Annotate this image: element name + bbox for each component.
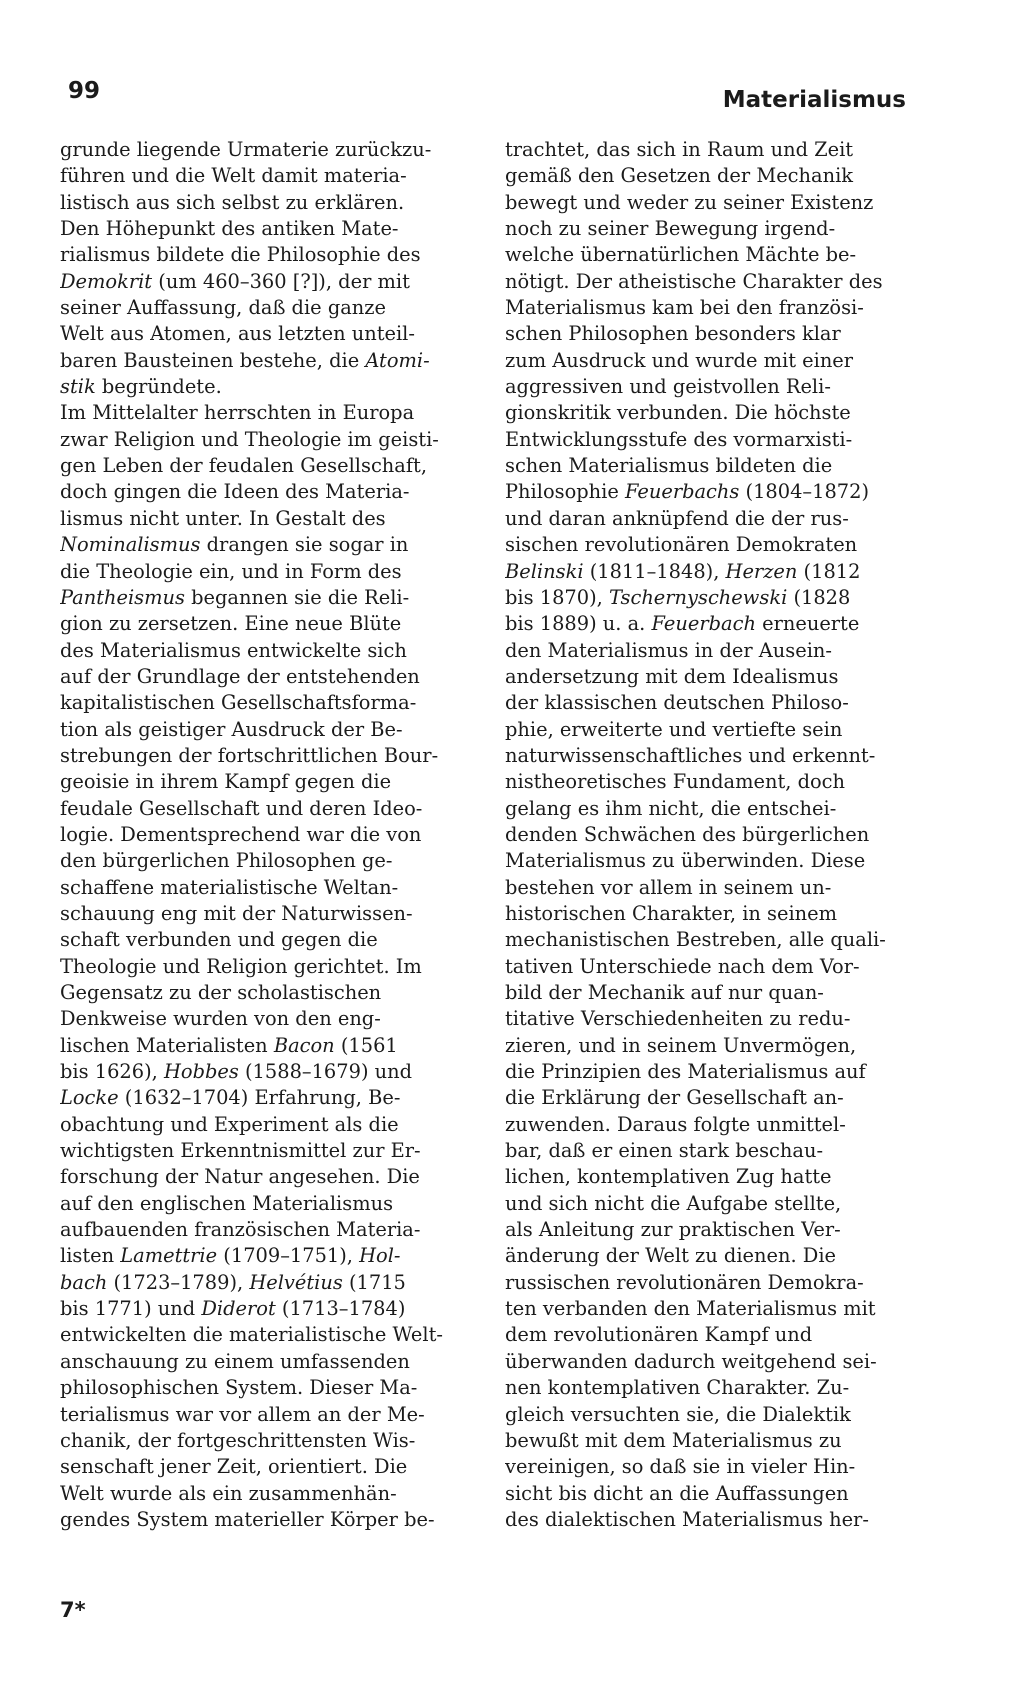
- text-line: als Anleitung zur praktischen Ver-: [505, 1218, 841, 1242]
- text-line: die Theologie ein, und in Form des: [60, 559, 402, 583]
- text-line: tativen Unterschiede nach dem Vor-: [505, 954, 860, 978]
- text-line: führen und die Welt damit materia-: [60, 164, 407, 188]
- text-line: listisch aus sich selbst zu erklären.: [60, 190, 405, 214]
- text-line: überwanden dadurch weitgehend sei-: [505, 1349, 877, 1373]
- text-line: Pantheismus begannen sie die Reli-: [60, 585, 410, 609]
- text-line: schen Philosophen besonders klar: [505, 322, 841, 346]
- text-line: rialismus bildete die Philosophie des: [60, 243, 421, 267]
- text-line: den bürgerlichen Philosophen ge-: [60, 849, 393, 873]
- text-line: Materialismus zu überwinden. Diese: [505, 849, 866, 873]
- text-line: mechanistischen Bestreben, alle quali-: [505, 928, 886, 952]
- left-text-column: [60, 137, 460, 1533]
- text-line: Welt aus Atomen, aus letzten unteil-: [60, 322, 415, 346]
- text-line: bar, daß er einen stark beschau-: [505, 1139, 824, 1163]
- text-line: sicht bis dicht an die Auffassungen: [505, 1481, 849, 1505]
- text-line: aggressiven und geistvollen Reli-: [505, 375, 831, 399]
- text-line: naturwissenschaftliches und erkennt-: [505, 743, 876, 767]
- text-line: terialismus war vor allem an der Me-: [60, 1402, 425, 1426]
- text-line: änderung der Welt zu dienen. Die: [505, 1244, 837, 1268]
- text-line: kapitalistischen Gesellschaftsforma-: [60, 691, 417, 715]
- text-line: russischen revolutionären Demokra-: [505, 1270, 864, 1294]
- text-line: entwickelten die materialistische Welt-: [60, 1323, 443, 1347]
- text-line: philosophischen System. Dieser Ma-: [60, 1376, 418, 1400]
- text-line: bis 1771) und Diderot (1713–1784): [60, 1297, 406, 1321]
- text-line: ten verbanden den Materialismus mit: [505, 1297, 876, 1321]
- text-line: bis 1870), Tschernyschewski (1828: [505, 585, 851, 609]
- text-line: sischen revolutionären Demokraten: [505, 533, 858, 557]
- text-line: gion zu zersetzen. Eine neue Blüte: [60, 612, 402, 636]
- text-line: Im Mittelalter herrschten in Europa: [60, 401, 415, 425]
- text-line: gleich versuchten sie, die Dialektik: [505, 1402, 851, 1426]
- page-number: 99: [68, 78, 101, 104]
- text-line: des Materialismus entwickelte sich: [60, 638, 407, 662]
- text-line: Nominalismus drangen sie sogar in: [60, 533, 409, 557]
- text-line: Locke (1632–1704) Erfahrung, Be-: [60, 1086, 401, 1110]
- text-line: Theologie und Religion gerichtet. Im: [60, 954, 422, 978]
- text-line: chanik, der fortgeschrittensten Wis-: [60, 1428, 416, 1452]
- text-line: bewußt mit dem Materialismus zu: [505, 1428, 842, 1452]
- text-line: den Materialismus in der Ausein-: [505, 638, 832, 662]
- text-line: Philosophie Feuerbachs (1804–1872): [505, 480, 870, 504]
- text-line: Materialismus kam bei den französi-: [505, 296, 864, 320]
- text-line: wichtigsten Erkenntnismittel zur Er-: [60, 1139, 421, 1163]
- text-line: welche übernatürlichen Mächte be-: [505, 243, 857, 267]
- text-line: Belinski (1811–1848), Herzen (1812: [505, 559, 861, 583]
- text-line: die Prinzipien des Materialismus auf: [505, 1060, 866, 1084]
- text-line: Den Höhepunkt des antiken Mate-: [60, 217, 399, 241]
- text-line: und daran anknüpfend die der rus-: [505, 506, 849, 530]
- text-line: zum Ausdruck und wurde mit einer: [505, 348, 854, 372]
- text-line: lischen Materialisten Bacon (1561: [60, 1033, 398, 1057]
- text-line: vereinigen, so daß sie in vieler Hin-: [505, 1455, 856, 1479]
- text-line: gendes System materieller Körper be-: [60, 1507, 435, 1531]
- text-line: schaft verbunden und gegen die: [60, 928, 378, 952]
- text-line: trachtet, das sich in Raum und Zeit: [505, 138, 854, 161]
- text-line: bewegt und weder zu seiner Existenz: [505, 190, 874, 214]
- text-line: lichen, kontemplativen Zug hatte: [505, 1165, 832, 1189]
- text-line: obachtung und Experiment als die: [60, 1112, 399, 1136]
- text-line: aufbauenden französischen Materia-: [60, 1218, 421, 1242]
- text-line: strebungen der fortschrittlichen Bour-: [60, 743, 439, 767]
- running-head-title: Materialismus: [722, 87, 906, 113]
- text-line: zieren, und in seinem Unvermögen,: [505, 1033, 857, 1057]
- text-line: Welt wurde als ein zusammenhän-: [60, 1481, 397, 1505]
- text-line: seiner Auffassung, daß die ganze: [60, 296, 386, 320]
- text-line: nötigt. Der atheistische Charakter des: [505, 269, 883, 293]
- text-line: gen Leben der feudalen Gesellschaft,: [60, 454, 427, 478]
- text-line: titative Verschiedenheiten zu redu-: [505, 1007, 851, 1031]
- text-line: bach (1723–1789), Helvétius (1715: [60, 1270, 406, 1294]
- text-line: phie, erweiterte und vertiefte sein: [505, 717, 843, 741]
- text-line: gionskritik verbunden. Die höchste: [505, 401, 851, 425]
- text-line: zwar Religion und Theologie im geisti-: [60, 427, 439, 451]
- text-line: Gegensatz zu der scholastischen: [60, 981, 382, 1004]
- text-line: bild der Mechanik auf nur quan-: [505, 981, 824, 1004]
- text-line: dem revolutionären Kampf und: [505, 1323, 813, 1347]
- text-line: lismus nicht unter. In Gestalt des: [60, 506, 386, 530]
- text-line: Denkweise wurden von den eng-: [60, 1007, 381, 1031]
- text-line: anschauung zu einem umfassenden: [60, 1349, 410, 1373]
- text-line: nen kontemplativen Charakter. Zu-: [505, 1376, 850, 1400]
- printer-signature-mark: 7*: [60, 1598, 86, 1622]
- text-line: Demokrit (um 460–360 [?]), der mit: [60, 269, 410, 293]
- text-line: und sich nicht die Aufgabe stellte,: [505, 1191, 842, 1215]
- text-line: andersetzung mit dem Idealismus: [505, 664, 839, 688]
- page-header: [0, 0, 1024, 130]
- text-line: bestehen vor allem in seinem un-: [505, 875, 832, 899]
- text-line: logie. Dementsprechend war die von: [60, 822, 422, 846]
- text-line: baren Bausteinen bestehe, die Atomi-: [60, 348, 430, 372]
- text-line: forschung der Natur angesehen. Die: [60, 1165, 420, 1189]
- text-line: historischen Charakter, in seinem: [505, 901, 838, 925]
- text-line: zuwenden. Daraus folgte unmittel-: [505, 1112, 846, 1136]
- text-line: tion als geistiger Ausdruck der Be-: [60, 717, 403, 741]
- text-line: schen Materialismus bildeten die: [505, 454, 833, 478]
- text-line: des dialektischen Materialismus her-: [505, 1507, 869, 1531]
- text-line: grunde liegende Urmaterie zurückzu-: [60, 138, 432, 161]
- text-line: stik begründete.: [60, 375, 222, 399]
- text-line: listen Lamettrie (1709–1751), Hol-: [60, 1244, 401, 1268]
- text-line: nistheoretisches Fundament, doch: [505, 770, 846, 794]
- text-line: gelang es ihm nicht, die entschei-: [505, 796, 837, 820]
- text-line: feudale Gesellschaft und deren Ideo-: [60, 796, 423, 820]
- text-line: schauung eng mit der Naturwissen-: [60, 901, 413, 925]
- text-line: auf den englischen Materialismus: [60, 1191, 394, 1215]
- text-line: Entwicklungsstufe des vormarxisti-: [505, 427, 853, 451]
- text-line: bis 1626), Hobbes (1588–1679) und: [60, 1060, 413, 1084]
- text-line: schaffene materialistische Weltan-: [60, 875, 399, 899]
- text-line: denden Schwächen des bürgerlichen: [505, 822, 870, 846]
- text-line: doch gingen die Ideen des Materia-: [60, 480, 410, 504]
- text-line: auf der Grundlage der entstehenden: [60, 664, 420, 688]
- text-line: die Erklärung der Gesellschaft an-: [505, 1086, 844, 1110]
- text-line: der klassischen deutschen Philoso-: [505, 691, 849, 715]
- text-line: bis 1889) u. a. Feuerbach erneuerte: [505, 612, 860, 636]
- text-line: noch zu seiner Bewegung irgend-: [505, 217, 836, 241]
- text-line: senschaft jener Zeit, orientiert. Die: [60, 1455, 408, 1479]
- text-line: geoisie in ihrem Kampf gegen die: [60, 770, 392, 794]
- text-line: gemäß den Gesetzen der Mechanik: [505, 164, 854, 188]
- right-text-column: [505, 137, 905, 1533]
